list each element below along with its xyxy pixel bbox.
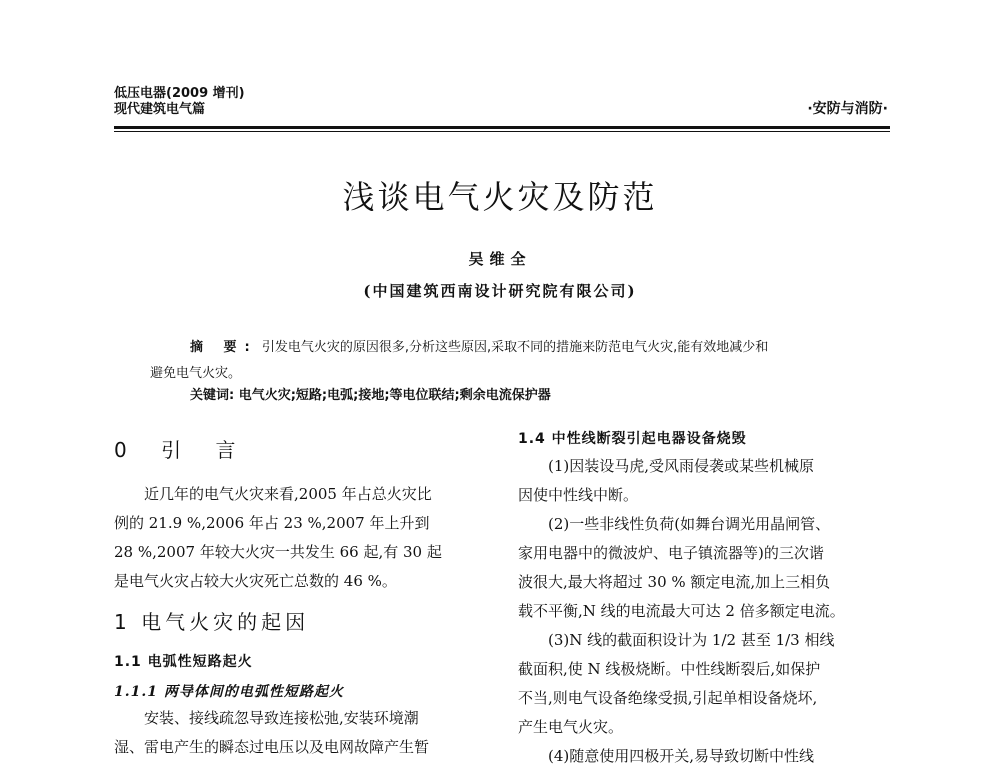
section-heading-causes: 1 电气火灾的起因 — [114, 610, 310, 634]
intro-paragraph — [114, 480, 494, 596]
paragraph-line: 波很大,最大将超过 30 % 额定电流,加上三相负 — [518, 573, 831, 591]
journal-info — [114, 86, 245, 118]
abstract-text-line1: 引发电气火灾的原因很多,分析这些原因,采取不同的措施来防范电气火灾,能有效地减少和 — [261, 340, 769, 355]
paragraph-line: (4)随意使用四极开关,易导致切断中性线 — [548, 747, 815, 765]
paragraph-line: 产生电气火灾。 — [518, 718, 624, 736]
abstract-label: 摘 要: — [190, 340, 258, 355]
paragraph-line: 近几年的电气火灾来看,2005 年占总火灾比 — [144, 485, 432, 503]
paragraph-line: 载不平衡,N 线的电流最大可达 2 倍多额定电流。 — [518, 602, 845, 620]
paragraph-line: (2)一些非线性负荷(如舞台调光用晶闸管、 — [548, 515, 831, 533]
section-tag: ·安防与消防· — [807, 101, 888, 117]
keywords-label: 关键词: — [190, 388, 235, 403]
header-rule-thin — [114, 131, 890, 132]
body-paragraph — [114, 704, 494, 762]
paragraph-line: 家用电器中的微波炉、电子镇流器等)的三次谐 — [518, 544, 824, 562]
affiliation: (中国建筑西南设计研究院有限公司) — [363, 282, 637, 300]
paragraph-line: 湿、雷电产生的瞬态过电压以及电网故障产生暂 — [114, 738, 430, 756]
keywords-text: 电气火灾;短路;电弧;接地;等电位联结;剩余电流保护器 — [238, 388, 551, 403]
paragraph-line: 是电气火灾占较大火灾死亡总数的 46 %。 — [114, 572, 397, 590]
paragraph-line: 不当,则电气设备绝缘受损,引起单相设备烧坏, — [518, 689, 818, 707]
paragraph-line: (1)因装设马虎,受风雨侵袭或某些机械原 — [548, 457, 815, 475]
paragraph-line: 28 %,2007 年较大火灾一共发生 66 起,有 30 起 — [114, 543, 442, 561]
subsubsection-heading: 1.1.1 两导体间的电弧性短路起火 — [114, 684, 344, 700]
paragraph-line: 截面积,使 N 线极烧断。中性线断裂后,如保护 — [518, 660, 821, 678]
subsection-heading-neutral: 1.4 中性线断裂引起电器设备烧毁 — [518, 431, 747, 447]
paragraph-line: (3)N 线的截面积设计为 1/2 甚至 1/3 相线 — [548, 631, 835, 649]
journal-subtitle: 现代建筑电气篇 — [114, 102, 206, 117]
subsection-heading-arc: 1.1 电弧性短路起火 — [114, 654, 253, 670]
header-rule-thick — [114, 126, 890, 129]
paragraph-line: 例的 21.9 %,2006 年占 23 %,2007 年上升到 — [114, 514, 430, 532]
keywords — [190, 384, 870, 403]
right-column-text — [518, 452, 893, 771]
journal-name: 低压电器(2009 增刊) — [114, 86, 245, 101]
section-heading-intro: 0 引 言 — [114, 438, 250, 462]
abstract — [150, 335, 870, 387]
article-title: 浅谈电气火灾及防范 — [342, 178, 658, 216]
paragraph-line: 因使中性线中断。 — [518, 486, 639, 504]
author: 吴维全 — [468, 250, 532, 268]
abstract-text-line2: 避免电气火灾。 — [150, 366, 242, 381]
paragraph-line: 安装、接线疏忽导致连接松弛,安装环境潮 — [144, 709, 419, 727]
